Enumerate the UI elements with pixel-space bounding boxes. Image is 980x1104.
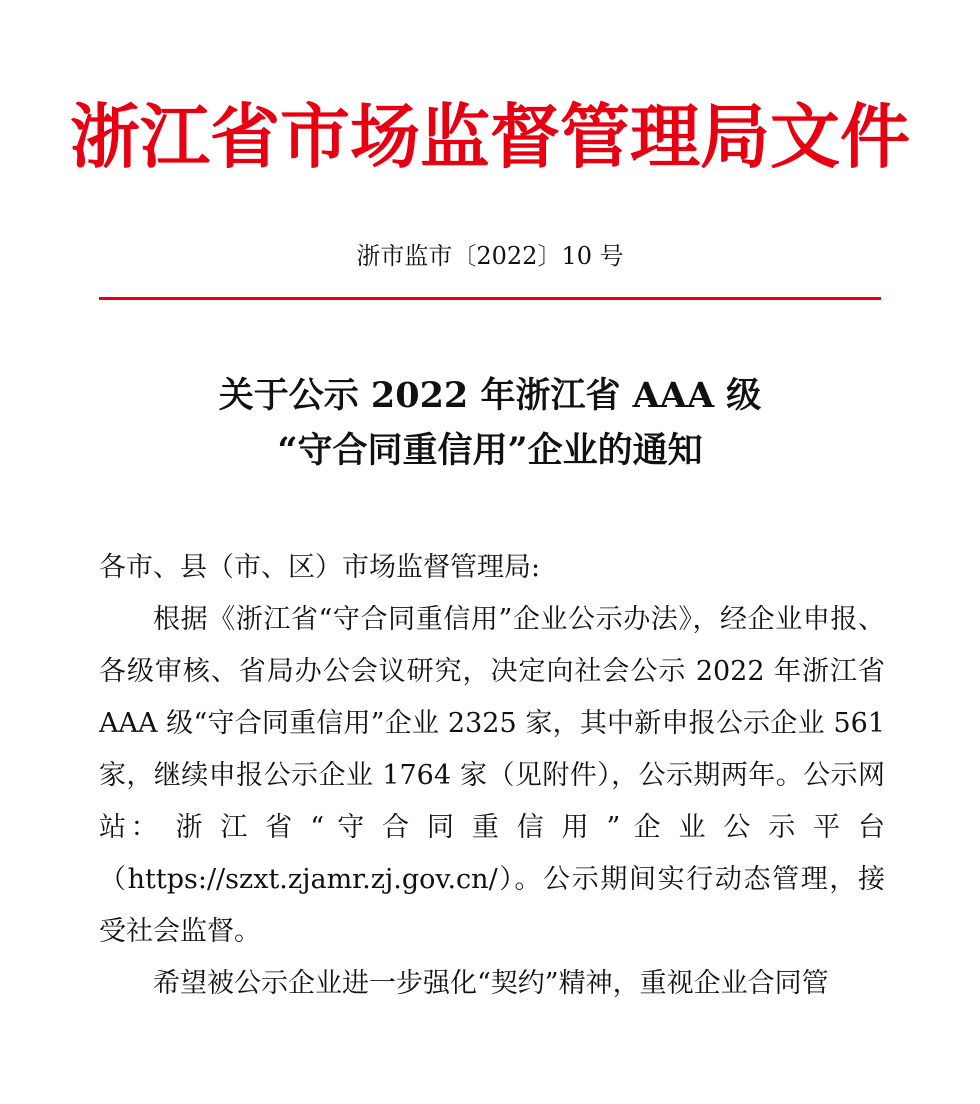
body-paragraph-1 — [99, 594, 885, 958]
body-paragraph-1-part-a: 根据《浙江省“守合同重信用”企业公示办法》，经企业申报、各级审核、省局办公会议研究，决定向社会公示 2022 年浙江省 AAA 级“守合同重信用”企业 2325 家，其中新申报公示企业 561 家，继续申报公示企业 1764 家（见附件），公示期两年。公示网 — [99, 604, 885, 791]
document-number: 浙市监市〔2022〕10 号 — [356, 242, 624, 270]
notice-title-line-1: 关于公示 2022 年浙江省 AAA 级 — [218, 375, 762, 416]
notice-body — [99, 542, 885, 1010]
salutation: 各市、县（市、区）市场监督管理局: — [99, 552, 541, 583]
body-paragraph-1-url: （https://szxt.zjamr.zj.gov.cn/）。公示期间实行动态管理，接受社会监督。 — [99, 864, 885, 947]
body-paragraph-1-part-b: 站： 浙 江 省 “ 守 合 同 重 信 用 ” 企 业 公 示 平 台 — [99, 812, 885, 843]
notice-title — [0, 368, 980, 478]
red-divider-line — [99, 297, 881, 300]
agency-title: 浙江省市场监督管理局文件 — [70, 95, 910, 178]
body-paragraph-2: 希望被公示企业进一步强化“契约”精神，重视企业合同管 — [153, 968, 829, 999]
notice-title-line-2: “守合同重信用”企业的通知 — [277, 430, 703, 471]
